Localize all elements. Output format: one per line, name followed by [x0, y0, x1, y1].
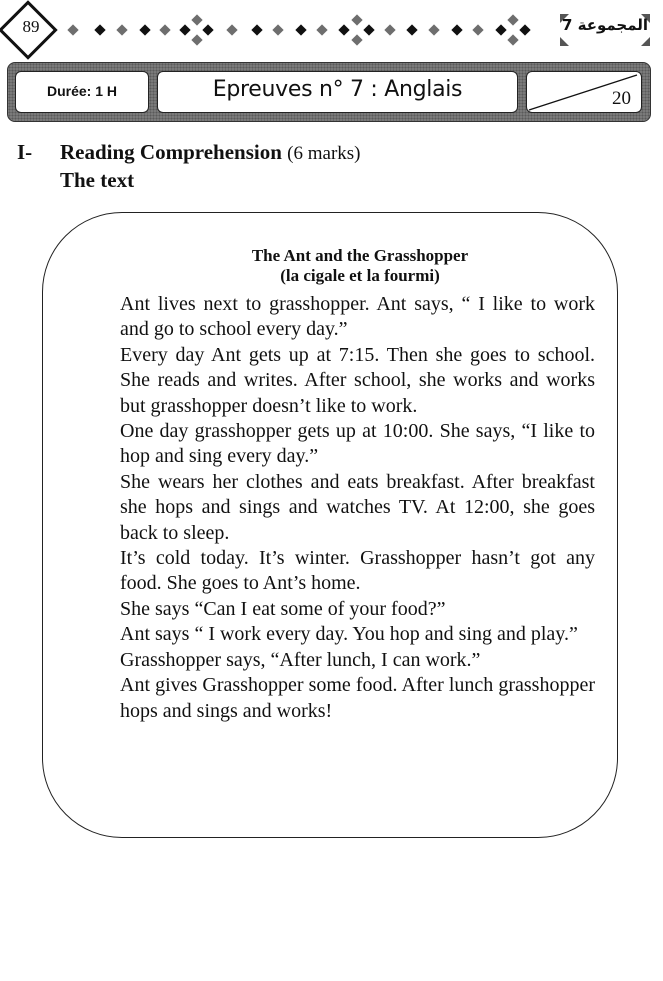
diamond-ornament-icon	[191, 34, 202, 45]
diamond-ornament-icon	[226, 24, 237, 35]
diamond-ornament-icon	[295, 24, 306, 35]
duration-text: Durée: 1 H	[46, 83, 118, 99]
diamond-ornament-icon	[179, 24, 190, 35]
diamond-ornament-icon	[384, 24, 395, 35]
diamond-ornament-icon	[507, 34, 518, 45]
diamond-ornament-icon	[351, 14, 362, 25]
story-body	[120, 292, 595, 724]
story-subtitle: (la cigale et la fourmi)	[280, 266, 440, 285]
corner-triangle-icon	[641, 37, 650, 46]
corner-triangle-icon	[560, 37, 569, 46]
story-title-block	[60, 246, 660, 286]
score-total: 20	[612, 88, 631, 109]
diamond-ornament-icon	[67, 24, 78, 35]
duration-box	[15, 71, 149, 113]
exam-header-band	[7, 62, 651, 122]
diamond-ornament-icon	[159, 24, 170, 35]
group-label	[560, 14, 650, 46]
story-paragraph: Grasshopper says, “After lunch, I can work.”	[120, 648, 481, 671]
story-paragraph: She wears her clothes and eats breakfast. After breakfast she hops and sings and watches TV. At 12:00, she goes back to sleep.	[120, 470, 595, 544]
diamond-ornament-icon	[428, 24, 439, 35]
diamond-ornament-icon	[519, 24, 530, 35]
diamond-ornament-icon	[251, 24, 262, 35]
page-number: 89	[22, 17, 40, 36]
story-title: The Ant and the Grasshopper	[251, 246, 469, 265]
exam-title: Epreuves n° 7 : Anglais	[212, 77, 463, 102]
story-paragraph: Every day Ant gets up at 7:15. Then she goes to school. She reads and writes. After school, she works and works but grasshopper doesn’t like to work.	[120, 343, 595, 417]
diamond-ornament-icon	[272, 24, 283, 35]
story-paragraph: Ant lives next to grasshopper. Ant says, “ I like to work and go to school every day.”	[120, 293, 595, 341]
story-paragraph: She says “Can I eat some of your food?”	[120, 597, 446, 620]
diamond-ornament-icon	[191, 14, 202, 25]
score-box	[526, 71, 642, 113]
subheading: The text	[60, 168, 135, 192]
story-paragraph: It’s cold today. It’s winter. Grasshopper hasn’t got any food. She goes to Ant’s home.	[120, 547, 595, 595]
diamond-ornament-icon	[472, 24, 483, 35]
section-heading	[17, 140, 361, 165]
diamond-ornament-icon	[363, 24, 374, 35]
section-marks: (6 marks)	[287, 143, 361, 164]
diamond-ornament-icon	[507, 14, 518, 25]
story-paragraph: Ant gives Grasshopper some food. After lunch grasshopper hops and sings and works!	[120, 674, 595, 722]
diamond-ornament-icon	[338, 24, 349, 35]
exam-title-box	[157, 71, 518, 113]
diamond-ornament-icon	[316, 24, 327, 35]
diamond-ornament-icon	[351, 34, 362, 45]
story-paragraph: Ant says “ I work every day. You hop and sing and play.”	[120, 623, 578, 646]
diamond-ornament-icon	[495, 24, 506, 35]
section-name: Reading Comprehension	[60, 140, 282, 164]
diamond-ornament-icon	[406, 24, 417, 35]
diamond-ornament-icon	[202, 24, 213, 35]
diamond-ornament-icon	[139, 24, 150, 35]
section-number: I-	[17, 140, 33, 164]
diamond-ornament-icon	[451, 24, 462, 35]
diamond-ornament-icon	[94, 24, 105, 35]
group-label-text: المجموعة 7	[561, 16, 649, 34]
diamond-ornament-icon	[116, 24, 127, 35]
story-paragraph: One day grasshopper gets up at 10:00. She says, “I like to hop and sing every day.”	[120, 420, 595, 468]
